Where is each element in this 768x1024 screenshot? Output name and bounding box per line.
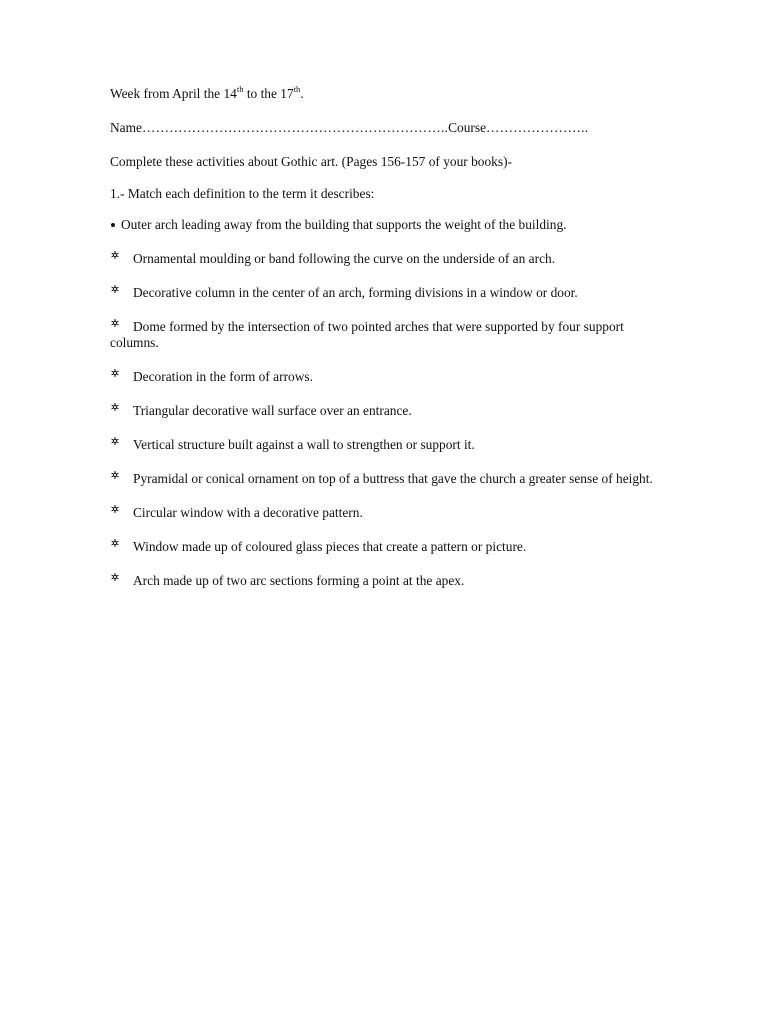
star-icon	[110, 573, 133, 589]
definition-list	[110, 217, 670, 589]
item-text: Vertical structure built against a wall to strengthen or support it.	[133, 437, 475, 452]
item-text: Dome formed by the intersection of two pointed arches that were supported by four support columns.	[110, 319, 624, 350]
item-text: Circular window with a decorative pattern.	[133, 505, 363, 520]
item-text: Decorative column in the center of an arch, forming divisions in a window or door.	[133, 285, 578, 300]
title-suffix: .	[300, 86, 304, 101]
item-text: Arch made up of two arc sections forming a point at the apex.	[133, 573, 465, 588]
star-icon	[110, 285, 133, 301]
course-label: Course	[448, 120, 487, 135]
title-middle: to the 17	[243, 86, 294, 101]
list-item	[110, 251, 670, 267]
star-icon	[110, 437, 133, 453]
star-icon	[110, 471, 133, 487]
name-course-row	[110, 120, 670, 138]
item-text: Ornamental moulding or band following the curve on the underside of an arch.	[133, 251, 556, 266]
item-text: Triangular decorative wall surface over an entrance.	[133, 403, 412, 418]
list-item	[110, 403, 670, 419]
list-item	[110, 285, 670, 301]
item-text: Pyramidal or conical ornament on top of a buttress that gave the church a greater sense of height.	[133, 471, 653, 486]
item-text: Decoration in the form of arrows.	[133, 369, 313, 384]
star-icon	[110, 319, 133, 335]
item-text: Outer arch leading away from the building that supports the weight of the building.	[121, 217, 567, 232]
worksheet	[110, 83, 670, 607]
list-item	[110, 319, 670, 351]
list-item	[110, 437, 670, 453]
list-item	[110, 217, 670, 233]
course-blank: …………………..	[486, 120, 589, 135]
star-icon	[110, 505, 133, 521]
worksheet-title	[110, 83, 670, 104]
list-item	[110, 505, 670, 521]
name-blank: …………………………………………………………..	[141, 120, 449, 135]
title-sup-1: th	[236, 83, 244, 94]
title-prefix: Week from April the 14	[110, 86, 237, 101]
title-sup-2: th	[293, 83, 301, 94]
list-item	[110, 539, 670, 555]
star-icon	[110, 403, 133, 419]
list-item	[110, 573, 670, 589]
name-label: Name	[110, 120, 142, 135]
star-icon	[110, 539, 133, 555]
list-item	[110, 471, 670, 487]
list-item	[110, 369, 670, 385]
star-icon	[110, 251, 133, 267]
star-icon	[110, 369, 133, 385]
task-instruction: 1.- Match each definition to the term it describes:	[110, 186, 375, 201]
item-text: Window made up of coloured glass pieces that create a pattern or picture.	[133, 539, 527, 554]
dot-icon	[110, 217, 133, 233]
intro-text: Complete these activities about Gothic art. (Pages 156-157 of your books)-	[110, 154, 513, 169]
